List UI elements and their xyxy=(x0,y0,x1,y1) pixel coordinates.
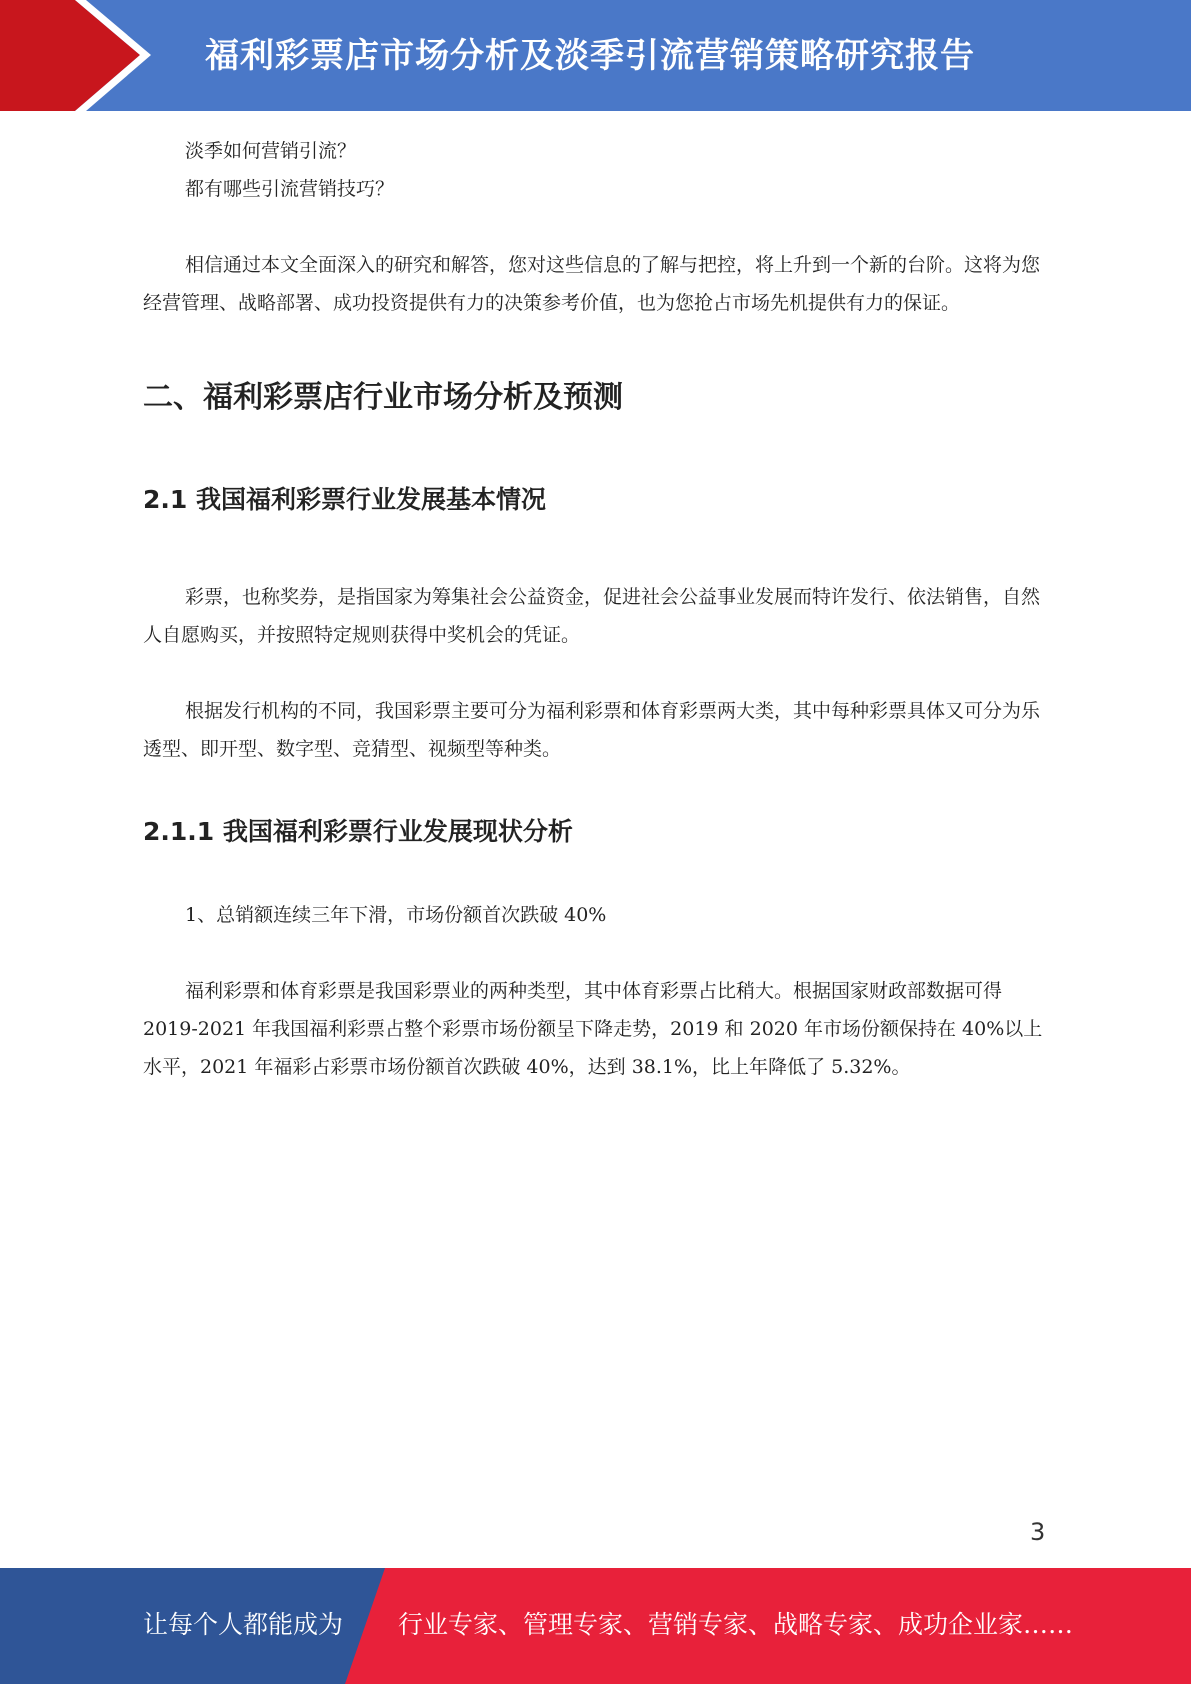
question-line-2: 都有哪些引流营销技巧？ xyxy=(185,178,395,200)
page-header-band xyxy=(0,0,1191,111)
intro-paragraph: 相信通过本文全面深入的研究和解答，您对这些信息的了解与把控，将上升到一个新的台阶。这将为您经营管理、战略部署、成功投资提供有力的决策参考价值，也为您抢占市场先机提供有力的保证。 xyxy=(143,254,1041,314)
question-line-1: 淡季如何营销引流？ xyxy=(185,140,357,162)
subsection-heading-2-1: 2.1 我国福利彩票行业发展基本情况 xyxy=(143,485,546,514)
header-red-chevron xyxy=(0,0,160,111)
lottery-categories-paragraph: 根据发行机构的不同，我国彩票主要可分为福利彩票和体育彩票两大类，其中每种彩票具体又可分为乐透型、即开型、数字型、竞猜型、视频型等种类。 xyxy=(143,700,1041,760)
subsection-heading-2-1-1: 2.1.1 我国福利彩票行业发展现状分析 xyxy=(143,817,573,846)
footer-slogan-right: 行业专家、管理专家、营销专家、战略专家、成功企业家…… xyxy=(398,1610,1074,1639)
footer-slogan-left: 让每个人都能成为 xyxy=(143,1610,344,1639)
report-title: 福利彩票店市场分析及淡季引流营销策略研究报告 xyxy=(205,36,975,76)
page-footer-band xyxy=(0,1568,1191,1684)
point-1-line: 1、总销额连续三年下滑，市场份额首次跌破 40% xyxy=(185,904,607,926)
lottery-definition-paragraph: 彩票，也称奖券，是指国家为筹集社会公益资金，促进社会公益事业发展而特许发行、依法销售，自然人自愿购买，并按照特定规则获得中奖机会的凭证。 xyxy=(143,586,1041,646)
page-content xyxy=(143,132,1048,1086)
market-share-paragraph: 福利彩票和体育彩票是我国彩票业的两种类型，其中体育彩票占比稍大。根据国家财政部数据可得 2019-2021 年我国福利彩票占整个彩票市场份额呈下降走势，2019 和 2020 年市场份额保持在 40%以上水平，2021 年福彩占彩票市场份额首次跌破 40%，达到 38.1%，比上年降低了 5.32%。 xyxy=(143,980,1043,1078)
section-heading-2: 二、福利彩票店行业市场分析及预测 xyxy=(143,380,623,415)
page-number: 3 xyxy=(1030,1518,1046,1546)
